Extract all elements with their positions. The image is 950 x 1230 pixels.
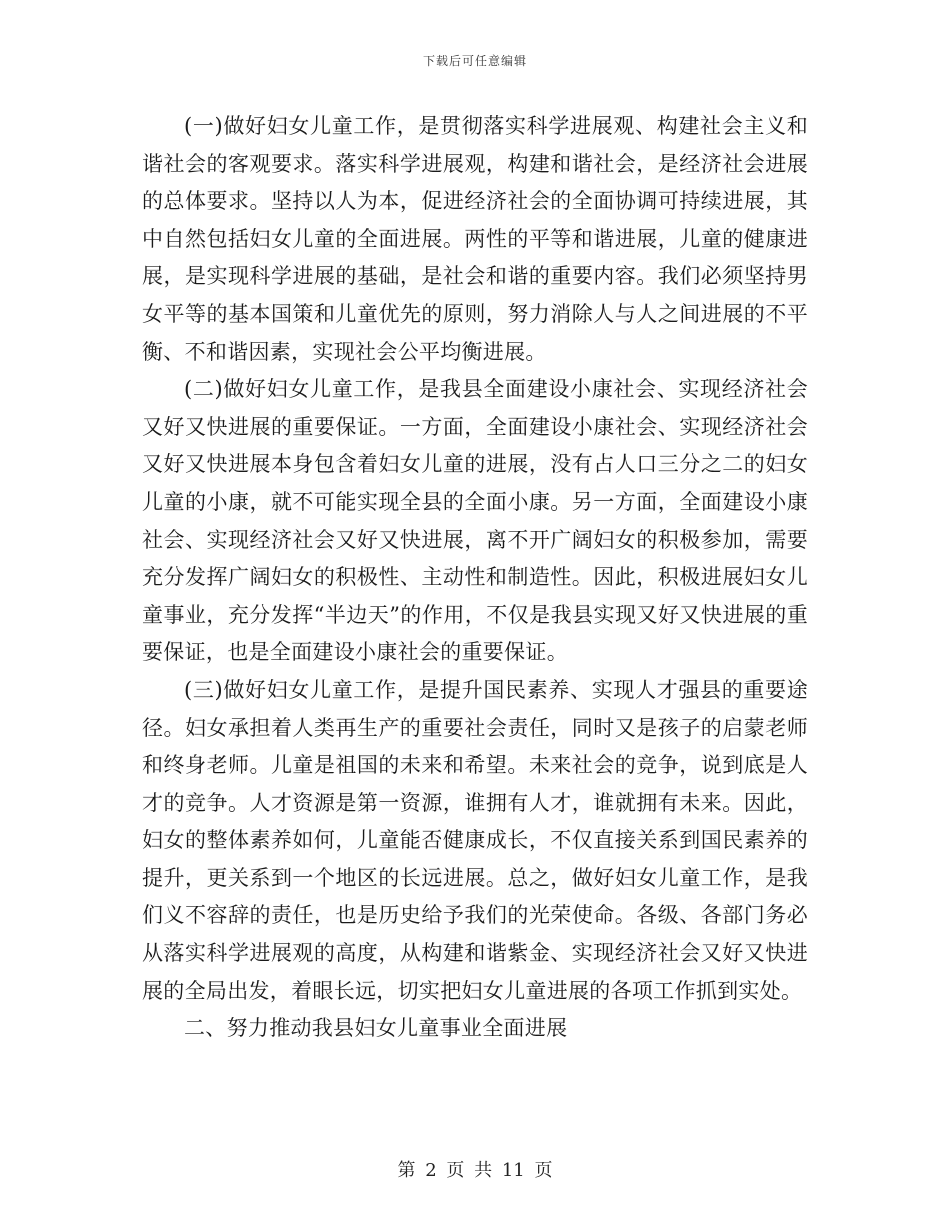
document-body <box>142 108 808 1048</box>
paragraph-3: (三)做好妇女儿童工作，是提升国民素养、实现人才强县的重要途径。妇女承担着人类再生产的重要社会责任，同时又是孩子的启蒙老师和终身老师。儿童是祖国的未来和希望。未来社会的竞争，说到底是人才的竞争。人才资源是第一资源，谁拥有人才，谁就拥有未来。因此，妇女的整体素养如何，儿童能否健康成长，不仅直接关系到国民素养的提升，更关系到一个地区的长远进展。总之，做好妇女儿童工作，是我们义不容辞的责任，也是历史给予我们的光荣使命。各级、各部门务必从落实科学进展观的高度，从构建和谐紫金、实现经济社会又好又快进展的全局出发，着眼长远，切实把妇女儿童进展的各项工作抓到实处。 <box>142 677 808 1003</box>
page-header: 下载后可任意编辑 <box>422 54 527 68</box>
page-footer: 第 2 页 共 11 页 <box>397 1160 553 1181</box>
section-heading: 二、努力推动我县妇女儿童事业全面进展 <box>184 1016 568 1041</box>
paragraph-2: (二)做好妇女儿童工作，是我县全面建设小康社会、实现经济社会又好又快进展的重要保证。一方面，全面建设小康社会、实现经济社会又好又快进展本身包含着妇女儿童的进展，没有占人口三分之二的妇女儿童的小康，就不可能实现全县的全面小康。另一方面，全面建设小康社会、实现经济社会又好又快进展，离不开广阔妇女的积极参加，需要充分发挥广阔妇女的积极性、主动性和制造性。因此，积极进展妇女儿童事业，充分发挥“半边天”的作用，不仅是我县实现又好又快进展的重要保证，也是全面建设小康社会的重要保证。 <box>142 377 808 665</box>
paragraph-1: (一)做好妇女儿童工作，是贯彻落实科学进展观、构建社会主义和谐社会的客观要求。落实科学进展观，构建和谐社会，是经济社会进展的总体要求。坚持以人为本，促进经济社会的全面协调可持续进展，其中自然包括妇女儿童的全面进展。两性的平等和谐进展，儿童的健康进展，是实现科学进展的基础，是社会和谐的重要内容。我们必须坚持男女平等的基本国策和儿童优先的原则，努力消除人与人之间进展的不平衡、不和谐因素，实现社会公平均衡进展。 <box>142 114 808 364</box>
